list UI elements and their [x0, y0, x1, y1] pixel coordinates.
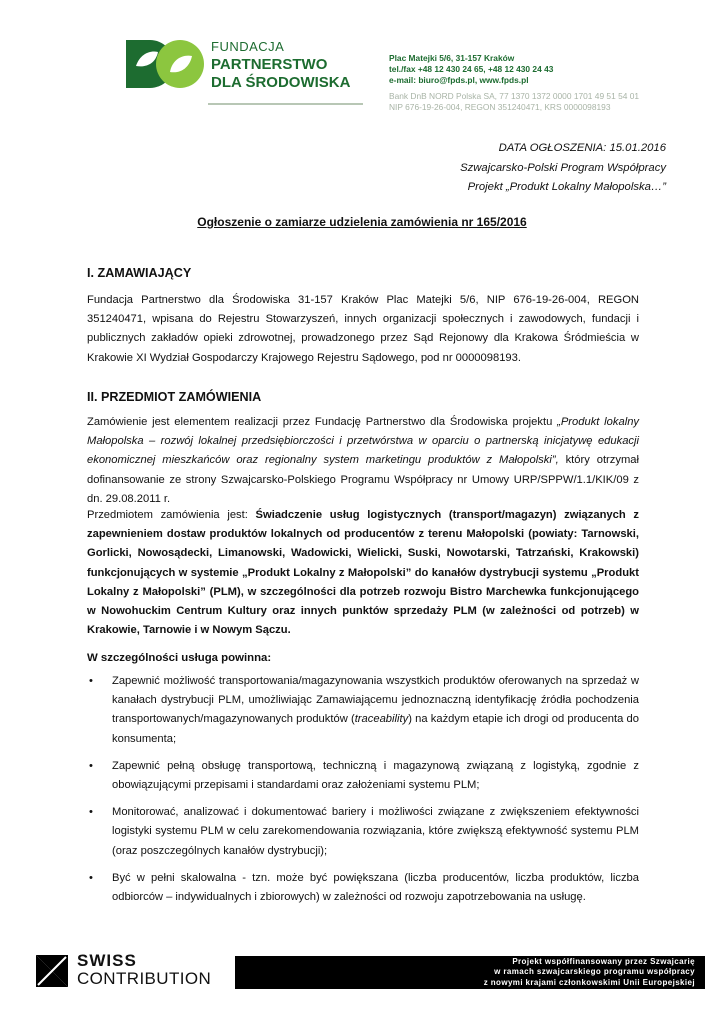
cofinancing-band — [235, 956, 705, 989]
p2-start: Przedmiotem zamówienia jest: — [87, 509, 256, 521]
logo-line-1: FUNDACJA — [211, 39, 285, 54]
list-item: • Zapewnić pełną obsługę transportową, techniczną i magazynową związaną z logistyką, zgodnie z obowiązującymi przepisami i standardami oraz założeniami systemu PLM; — [87, 757, 639, 795]
logo-line-3: DLA ŚRODOWISKA — [211, 74, 351, 91]
section-1-heading: I. ZAMAWIAJĄCY — [87, 266, 192, 280]
swiss-line-2: CONTRIBUTION — [77, 969, 212, 988]
p1-start: Zamówienie jest elementem realizacji przez Fundację Partnerstwo dla Środowiska projektu — [87, 416, 558, 428]
contact-block — [389, 53, 639, 113]
bullet-icon: • — [89, 871, 93, 884]
section-2-heading: II. PRZEDMIOT ZAMÓWIENIA — [87, 390, 262, 404]
swiss-line-1: SWISS — [77, 951, 137, 970]
document-title: Ogłoszenie o zamiarze udzielenia zamówienia nr 165/2016 — [197, 215, 527, 229]
announcement-meta — [460, 139, 666, 198]
contact-nip: NIP 676-19-26-004, REGON 351240471, KRS 0000098193 — [389, 102, 611, 112]
contact-address: Plac Matejki 5/6, 31-157 Kraków — [389, 53, 515, 63]
contact-email: e-mail: biuro@fpds.pl, www.fpds.pl — [389, 75, 529, 85]
logo-line-2: PARTNERSTWO — [211, 56, 328, 73]
section-2-paragraph-1 — [87, 413, 639, 509]
bullet-icon: • — [89, 675, 93, 687]
p1-project-title: „Produkt lokalny Małopolska – rozwój lokalnej przedsiębiorczości i przetwórstwa w oparciu o partnerską inicjatywę edukacji ekonomicznej mieszkańców oraz regionalny system marketingu produktów z Małopolski”, — [87, 416, 640, 467]
logo-divider — [208, 103, 363, 105]
section-1-text: Fundacja Partnerstwo dla Środowiska 31-157 Kraków Plac Matejki 5/6, NIP 676-19-26-004, REGON 351240471, wpisana do Rejestru Stowarzyszeń, innych organizacji społecznych i zawodowych, fundacji i publicznych zakładów opieki zdrowotnej, prowadzonego przez Sąd Rejonowy dla Krakowa Śródmieścia w Krakowie XI Wydział Gospodarczy Krajowego Rejestru Sądowego, pod nr 0000098193. — [87, 294, 639, 364]
band-line-1: Projekt współfinansowany przez Szwajcarię — [512, 957, 695, 966]
list-item: • Monitorować, analizować i dokumentować bariery i możliwości związane z zwiększeniem efektywności logistyki systemu PLM w celu zarekomendowania rozwiązania, które zwiększą efektywność systemu PLM (oraz poszczególnych kanałów dystrybucji); — [87, 803, 639, 861]
contact-bank: Bank DnB NORD Polska SA, 77 1370 1372 0000 1701 49 51 54 01 — [389, 91, 640, 101]
band-line-3: z nowymi krajami członkowskimi Unii Europejskiej — [483, 977, 695, 987]
p1-end: który otrzymał dofinansowanie ze strony Szwajcarsko-Polskiego Programu Współpracy nr Umowy URP/SPPW/1.1/KIK/09 z dn. 29.08.2011 r. — [87, 454, 639, 505]
bullet-icon: • — [89, 806, 93, 819]
requirements-list — [87, 672, 639, 915]
project-name: Projekt „Produkt Lokalny Małopolska…” — [467, 181, 666, 193]
contact-telfax: tel./fax +48 12 430 24 65, +48 12 430 24 43 — [389, 64, 554, 74]
program-name: Szwajcarsko-Polski Program Współpracy — [460, 161, 666, 174]
list-item: • Zapewnić możliwość transportowania/magazynowania wszystkich produktów oferowanych na sprzedaż w kanałach dystrybucji PLM, umożliwiając Zamawiającemu jednoznaczną identyfikację źródła pochodzenia transportowanych/magazynowanych produktów (traceability) na każdym etapie ich drogi od producenta do konsumenta; — [87, 672, 639, 749]
p2-subject: Świadczenie usług logistycznych (transport/magazyn) związanych z zapewnieniem dostaw produktów lokalnych od producentów z terenu Małopolski (powiaty: Tarnowski, Gorlicki, Nowosądecki, Limanowski, Wadowicki, Wielicki, Suski, Nowotarski, Tatrzański, Krakowski) funkcjonujących w systemie „Produkt Lokalny z Małopolski” do kanałów dystrybucji systemu „Produkt Lokalny z Małopolski” (PLM), w szczególności dla potrzeb rozwoju Bistro Marchewka funkcjonującego w Nowohuckim Centrum Kultury oraz innych punktów sprzedaży PLM (w zależności od potrzeb) w Krakowie, Tarnowie i w Nowym Sączu. — [87, 509, 639, 637]
service-requirements-heading: W szczególności usługa powinna: — [87, 652, 272, 664]
section-2-paragraph-2 — [87, 506, 639, 640]
bullet-icon: • — [89, 759, 93, 772]
announcement-date: DATA OGŁOSZENIA: 15.01.2016 — [498, 142, 666, 154]
foundation-logo-icon — [122, 36, 206, 92]
band-line-2: w ramach szwajcarskiego programu współpracy — [494, 967, 695, 977]
swiss-cross-icon — [36, 955, 68, 987]
list-item: • Być w pełni skalowalna - tzn. może być powiększana (liczba producentów, liczba produktów, liczba odbiorców – indywidualnych i zbiorowych) w zależności od rozwoju zapotrzebowania na usługę. — [87, 869, 639, 907]
logo-wordmark — [211, 38, 350, 92]
swiss-contribution-logo — [77, 952, 211, 988]
